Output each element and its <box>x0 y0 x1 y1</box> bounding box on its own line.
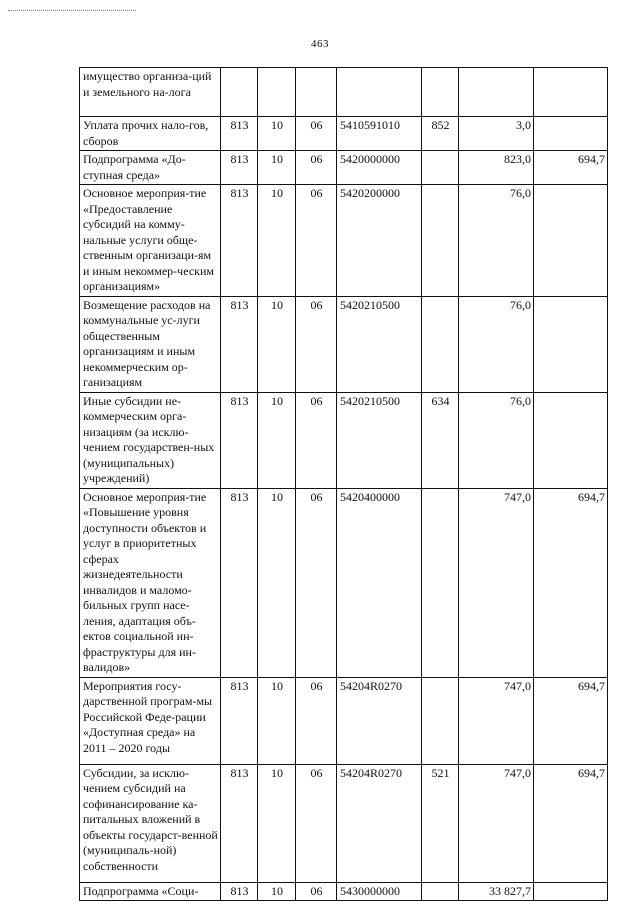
row-section-cell: 10 <box>258 882 296 901</box>
row-amount-2-cell <box>534 185 608 297</box>
row-amount-2-cell <box>534 117 608 151</box>
row-amount-2-cell <box>534 882 608 901</box>
table-row <box>80 488 608 677</box>
row-name-cell: Подпрограмма «Соци- <box>80 882 221 901</box>
table-row <box>80 392 608 488</box>
row-expense-type-cell <box>422 488 459 677</box>
row-expense-type-cell <box>422 68 459 117</box>
row-code-cell: 813 <box>221 882 258 901</box>
row-amount-cell: 76,0 <box>459 392 534 488</box>
row-expense-type-cell <box>422 151 459 185</box>
row-subsection-cell: 06 <box>296 392 337 488</box>
table-row <box>80 185 608 297</box>
row-amount-cell: 33 827,7 <box>459 882 534 901</box>
row-code-cell: 813 <box>221 117 258 151</box>
row-subsection-cell: 06 <box>296 185 337 297</box>
row-amount-cell <box>459 68 534 117</box>
row-section-cell: 10 <box>258 677 296 764</box>
row-name-cell: Основное мероприя-тие «Предоставление субсидий на комму-нальные услуги обще-ственным организаци-ям и иным некоммер-ческим организациям» <box>80 185 221 297</box>
scan-top-mark <box>8 4 136 11</box>
row-expense-type-cell <box>422 882 459 901</box>
row-target-code-cell: 54204R0270 <box>337 677 422 764</box>
row-amount-cell: 76,0 <box>459 185 534 297</box>
row-section-cell: 10 <box>258 488 296 677</box>
table-row <box>80 296 608 392</box>
table-row <box>80 882 608 901</box>
row-expense-type-cell <box>422 677 459 764</box>
row-subsection-cell: 06 <box>296 488 337 677</box>
row-amount-cell: 747,0 <box>459 677 534 764</box>
row-target-code-cell: 5420210500 <box>337 296 422 392</box>
table-row <box>80 677 608 764</box>
row-expense-type-cell: 521 <box>422 764 459 882</box>
row-subsection-cell: 06 <box>296 151 337 185</box>
row-amount-2-cell: 694,7 <box>534 488 608 677</box>
row-code-cell: 813 <box>221 764 258 882</box>
row-amount-cell: 747,0 <box>459 764 534 882</box>
row-name-cell: имущество организа-ций и земельного на-лога <box>80 68 221 117</box>
table-row <box>80 117 608 151</box>
row-expense-type-cell: 634 <box>422 392 459 488</box>
row-target-code-cell: 54204R0270 <box>337 764 422 882</box>
row-subsection-cell: 06 <box>296 764 337 882</box>
row-expense-type-cell <box>422 296 459 392</box>
row-name-cell: Подпрограмма «До-ступная среда» <box>80 151 221 185</box>
row-name-cell: Уплата прочих нало-гов, сборов <box>80 117 221 151</box>
row-code-cell: 813 <box>221 488 258 677</box>
row-expense-type-cell <box>422 185 459 297</box>
row-name-cell: Мероприятия госу-дарственной програм-мы Российской Феде-рации «Доступная среда» на 2011 – 2020 годы <box>80 677 221 764</box>
row-section-cell: 10 <box>258 185 296 297</box>
row-amount-2-cell: 694,7 <box>534 151 608 185</box>
row-code-cell: 813 <box>221 392 258 488</box>
row-expense-type-cell: 852 <box>422 117 459 151</box>
row-code-cell <box>221 68 258 117</box>
row-section-cell: 10 <box>258 117 296 151</box>
row-amount-2-cell: 694,7 <box>534 764 608 882</box>
row-section-cell <box>258 68 296 117</box>
row-section-cell: 10 <box>258 296 296 392</box>
row-code-cell: 813 <box>221 677 258 764</box>
row-code-cell: 813 <box>221 185 258 297</box>
row-amount-2-cell <box>534 296 608 392</box>
row-name-cell: Субсидии, за исклю-чением субсидий на софинансирование ка-питальных вложений в объекты государст-венной (муниципаль-ной) собственности <box>80 764 221 882</box>
row-target-code-cell: 5420000000 <box>337 151 422 185</box>
table-row <box>80 68 608 117</box>
table-row <box>80 151 608 185</box>
row-name-cell: Иные субсидии не-коммерческим орга-низациям (за исклю-чением государствен-ных (муниципальных) учреждений) <box>80 392 221 488</box>
row-target-code-cell: 5420400000 <box>337 488 422 677</box>
row-target-code-cell: 5410591010 <box>337 117 422 151</box>
row-section-cell: 10 <box>258 764 296 882</box>
row-name-cell: Основное мероприя-тие «Повышение уровня доступности объектов и услуг в приоритетных сферах жизнедеятельности инвалидов и маломо-бильных групп насе-ления, адаптация объ-ектов социальной ин-фраструктуры для ин-валидов» <box>80 488 221 677</box>
row-target-code-cell <box>337 68 422 117</box>
row-target-code-cell: 5420210500 <box>337 392 422 488</box>
table-row <box>80 764 608 882</box>
row-subsection-cell: 06 <box>296 677 337 764</box>
budget-table <box>79 67 608 901</box>
row-amount-2-cell: 694,7 <box>534 677 608 764</box>
row-code-cell: 813 <box>221 151 258 185</box>
page-number: 463 <box>311 38 329 50</box>
row-amount-cell: 747,0 <box>459 488 534 677</box>
row-amount-cell: 76,0 <box>459 296 534 392</box>
row-amount-2-cell <box>534 392 608 488</box>
row-target-code-cell: 5420200000 <box>337 185 422 297</box>
row-target-code-cell: 5430000000 <box>337 882 422 901</box>
row-amount-cell: 3,0 <box>459 117 534 151</box>
row-code-cell: 813 <box>221 296 258 392</box>
row-amount-cell: 823,0 <box>459 151 534 185</box>
row-amount-2-cell <box>534 68 608 117</box>
row-section-cell: 10 <box>258 392 296 488</box>
row-name-cell: Возмещение расходов на коммунальные ус-луги общественным организациям и иным некоммерческим ор-ганизациям <box>80 296 221 392</box>
row-subsection-cell <box>296 68 337 117</box>
row-section-cell: 10 <box>258 151 296 185</box>
row-subsection-cell: 06 <box>296 117 337 151</box>
row-subsection-cell: 06 <box>296 882 337 901</box>
row-subsection-cell: 06 <box>296 296 337 392</box>
